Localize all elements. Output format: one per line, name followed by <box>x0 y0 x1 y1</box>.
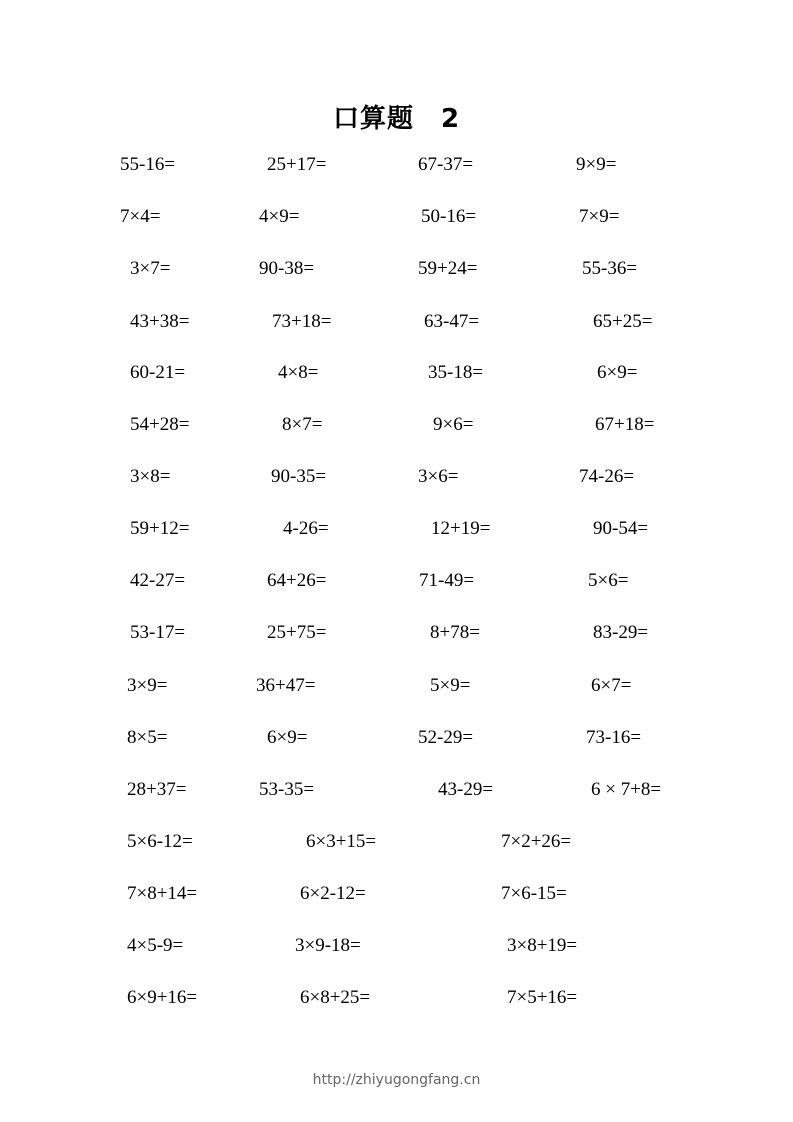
problem: 3×6= <box>418 466 459 487</box>
problem: 55-16= <box>120 154 176 175</box>
problem: 7×6-15= <box>501 883 567 904</box>
problem: 63-47= <box>424 311 480 332</box>
problem: 43-29= <box>438 779 494 800</box>
problem: 71-49= <box>419 570 475 591</box>
problem: 7×8+14= <box>127 883 198 904</box>
problem: 3×8= <box>130 466 171 487</box>
problem: 7×2+26= <box>501 831 572 852</box>
problem: 52-29= <box>418 727 474 748</box>
problem: 4×5-9= <box>127 935 184 956</box>
problem: 6×9+16= <box>127 987 198 1008</box>
problem: 8+78= <box>430 622 480 643</box>
problem: 5×9= <box>430 675 471 696</box>
footer-url: http://zhiyugongfang.cn <box>312 1072 481 1088</box>
problem: 59+12= <box>130 518 190 539</box>
problem: 42-27= <box>130 570 186 591</box>
problem: 53-35= <box>259 779 315 800</box>
problem: 9×6= <box>433 414 474 435</box>
problem: 5×6= <box>588 570 629 591</box>
problem: 3×9-18= <box>295 935 361 956</box>
problem: 60-21= <box>130 362 186 383</box>
problem: 4×8= <box>278 362 319 383</box>
problem: 8×5= <box>127 727 168 748</box>
problem: 64+26= <box>267 570 327 591</box>
problem: 8×7= <box>282 414 323 435</box>
problem: 73-16= <box>586 727 642 748</box>
problem: 4×9= <box>259 206 300 227</box>
problem: 67+18= <box>595 414 655 435</box>
problem: 9×9= <box>576 154 617 175</box>
problem: 6×2-12= <box>300 883 366 904</box>
problem: 50-16= <box>421 206 477 227</box>
problem: 25+17= <box>267 154 327 175</box>
problem: 28+37= <box>127 779 187 800</box>
problem: 3×9= <box>127 675 168 696</box>
problem: 5×6-12= <box>127 831 193 852</box>
problem: 90-35= <box>271 466 327 487</box>
problem: 83-29= <box>593 622 649 643</box>
problem: 3×7= <box>130 258 171 279</box>
problem: 90-54= <box>593 518 649 539</box>
page-title: 口算题 2 <box>332 104 461 134</box>
problem: 36+47= <box>256 675 316 696</box>
problem: 67-37= <box>418 154 474 175</box>
problem: 7×4= <box>120 206 161 227</box>
problem: 4-26= <box>283 518 329 539</box>
problem: 74-26= <box>579 466 635 487</box>
problem: 6×9= <box>597 362 638 383</box>
problem: 43+38= <box>130 311 190 332</box>
problem: 65+25= <box>593 311 653 332</box>
problem: 53-17= <box>130 622 186 643</box>
problem: 6×7= <box>591 675 632 696</box>
problem: 6×8+25= <box>300 987 371 1008</box>
problem: 3×8+19= <box>507 935 578 956</box>
problem: 7×5+16= <box>507 987 578 1008</box>
problem: 90-38= <box>259 258 315 279</box>
problem: 54+28= <box>130 414 190 435</box>
problem: 35-18= <box>428 362 484 383</box>
problem: 7×9= <box>579 206 620 227</box>
problem: 55-36= <box>582 258 638 279</box>
problem: 12+19= <box>431 518 491 539</box>
problem: 59+24= <box>418 258 478 279</box>
problem: 6×3+15= <box>306 831 377 852</box>
problem: 6×9= <box>267 727 308 748</box>
problem: 25+75= <box>267 622 327 643</box>
problem: 73+18= <box>272 311 332 332</box>
problem: 6 × 7+8= <box>591 779 662 800</box>
